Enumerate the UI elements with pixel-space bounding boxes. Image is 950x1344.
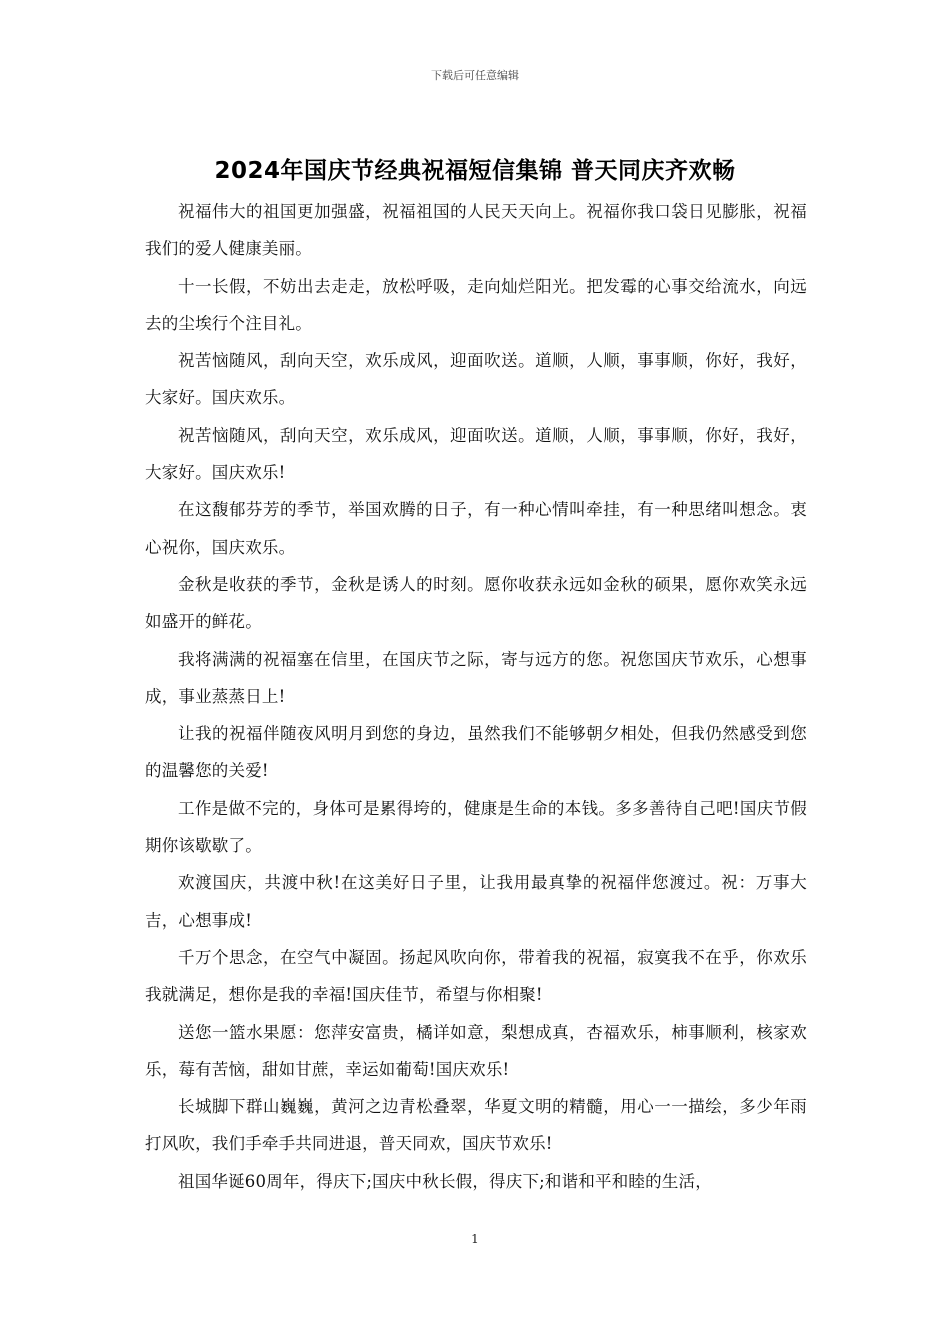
header-note: 下载后可任意编辑: [431, 69, 519, 82]
paragraph: 长城脚下群山巍巍，黄河之边青松叠翠，华夏文明的精髓，用心一一描绘，多少年雨打风吹，我们手牵手共同进退，普天同欢，国庆节欢乐!: [145, 1097, 807, 1154]
paragraph: 在这馥郁芬芳的季节，举国欢腾的日子，有一种心情叫牵挂，有一种思绪叫想念。衷心祝你，国庆欢乐。: [145, 500, 807, 557]
paragraph: 祝苦恼随风，刮向天空，欢乐成风，迎面吹送。道顺，人顺，事事顺，你好，我好，大家好。国庆欢乐。: [145, 351, 807, 408]
paragraph: 工作是做不完的，身体可是累得垮的，健康是生命的本钱。多多善待自己吧!国庆节假期你该歇歇了。: [145, 798, 807, 856]
document-body: [145, 193, 807, 1200]
paragraph: 金秋是收获的季节，金秋是诱人的时刻。愿你收获永远如金秋的硕果，愿你欢笑永远如盛开的鲜花。: [145, 574, 807, 632]
paragraph: 欢渡国庆，共渡中秋!在这美好日子里，让我用最真挚的祝福伴您渡过。祝：万事大吉，心想事成!: [145, 873, 807, 930]
paragraph: 让我的祝福伴随夜风明月到您的身边，虽然我们不能够朝夕相处，但我仍然感受到您的温馨您的关爱!: [145, 724, 807, 781]
paragraph: 千万个思念，在空气中凝固。扬起风吹向你，带着我的祝福，寂寞我不在乎，你欢乐我就满足，想你是我的幸福!国庆佳节，希望与你相聚!: [145, 947, 807, 1005]
paragraph: 我将满满的祝福塞在信里，在国庆节之际，寄与远方的您。祝您国庆节欢乐，心想事成，事业蒸蒸日上!: [145, 649, 807, 706]
paragraph: 祝福伟大的祖国更加强盛，祝福祖国的人民天天向上。祝福你我口袋日见膨胀，祝福我们的爱人健康美丽。: [145, 202, 807, 259]
paragraph: 送您一篮水果愿：您萍安富贵，橘详如意，梨想成真，杏福欢乐，柿事顺利，核家欢乐，莓有苦恼，甜如甘蔗，幸运如葡萄!国庆欢乐!: [145, 1022, 807, 1079]
paragraph: 祖国华诞60周年，得庆下;国庆中秋长假，得庆下;和谐和平和睦的生活，: [178, 1171, 712, 1191]
paragraph: 十一长假，不妨出去走走，放松呼吸，走向灿烂阳光。把发霉的心事交给流水，向远去的尘埃行个注目礼。: [145, 276, 807, 333]
document-title: 2024年国庆节经典祝福短信集锦 普天同庆齐欢畅: [214, 158, 736, 184]
page-number: 1: [471, 1232, 479, 1246]
paragraph: 祝苦恼随风，刮向天空，欢乐成风，迎面吹送。道顺，人顺，事事顺，你好，我好，大家好。国庆欢乐!: [145, 425, 807, 483]
